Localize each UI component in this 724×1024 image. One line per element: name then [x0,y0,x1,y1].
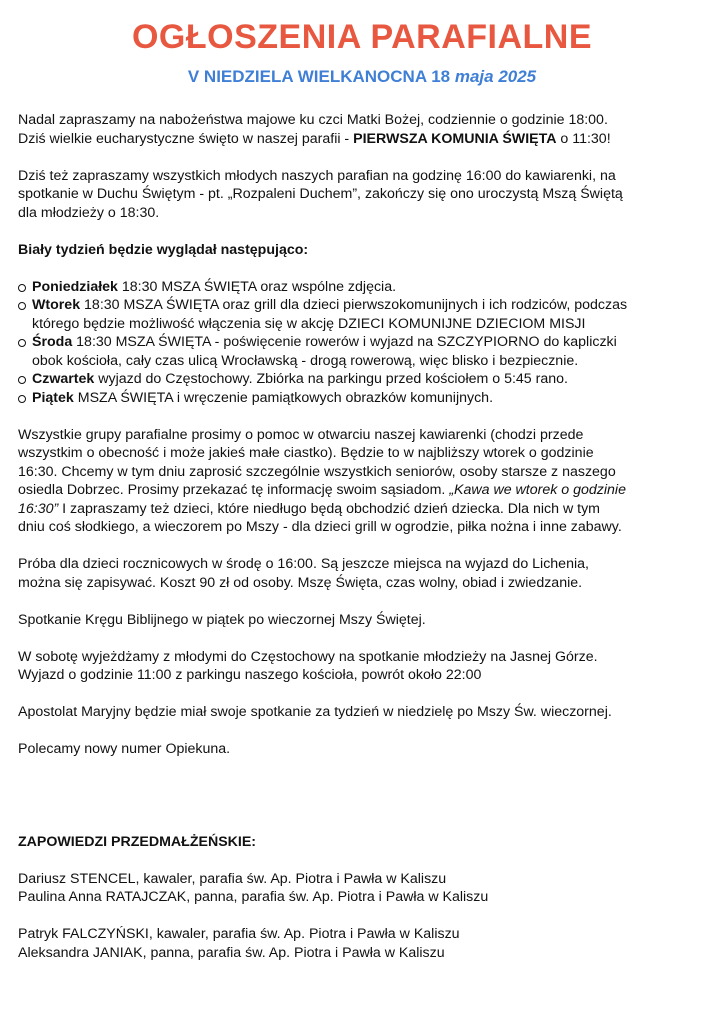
paragraph-czestochowa-trip [18,648,708,685]
paragraph-bible-circle [18,611,708,630]
paragraph-anniversary-rehearsal [18,555,708,592]
white-week-list [18,278,708,408]
day-text: 18:30 MSZA ŚWIĘTA oraz wspólne zdjęcia. [117,278,397,295]
day-name: Wtorek [32,297,81,313]
banns-entry: Patryk FALCZYŃSKI, kawaler, parafia św. Ap. Piotra i Pawła w Kaliszu [18,926,460,942]
circle-bullet-icon [18,376,26,384]
day-text: wyjazd do Częstochowy. Zbiórka na parkingu przed kościołem o 5:45 rano. [94,371,568,387]
text-line [18,481,708,500]
paragraph-may-devotions [18,111,708,148]
list-item-thursday [18,370,708,389]
text-line: Nadal zapraszamy na nabożeństwa majowe ku czci Matki Bożej, codziennie o godzinie 18:00. [18,112,608,128]
circle-bullet-icon [18,284,26,292]
white-week-heading: Biały tydzień będzie wyglądał następująco: [18,241,309,258]
text-line: W sobotę wyjeżdżamy z młodymi do Częstochowy na spotkanie młodzieży na Jasnej Górze. [18,648,598,665]
day-name: Środa [32,334,73,350]
banns-entry: Paulina Anna RATAJCZAK, panna, parafia św. Ap. Piotra i Pawła w Kaliszu [18,889,489,905]
circle-bullet-icon [18,395,26,403]
paragraph-opiekun [18,740,708,759]
text-line: 16:30. Chcemy w tym dniu zaprosić szczególnie wszystkich seniorów, osoby starsze z naszego [18,463,616,480]
banns-entry: Dariusz STENCEL, kawaler, parafia św. Ap. Piotra i Pawła w Kaliszu [18,870,447,887]
page-subtitle [0,67,724,87]
cafe-slogan-end: 16:30” [18,500,59,517]
text-segment: osiedla Dobrzec. Prosimy przekazać tę informację swoim sąsiadom. [18,482,450,498]
day-name: Czwartek [32,371,95,387]
first-communion-emphasis: PIERWSZA KOMUNIA ŚWIĘTA [353,130,557,147]
text-line: Apostolat Maryjny będzie miał swoje spotkanie za tydzień w niedzielę po Mszy Św. wieczornej. [18,704,612,720]
text-line: dniu coś słodkiego, a wieczorem po Mszy - dla dzieci grill w ogrodzie, piłka nożna i inne zabawy. [18,519,622,535]
announcements-body [18,111,708,962]
text-line: Spotkanie Kręgu Biblijnego w piątek po wieczornej Mszy Świętej. [18,611,426,628]
cafe-slogan: „Kawa we wtorek o godzinie [449,482,626,498]
day-name: Poniedziałek [32,278,118,295]
list-item-friday [18,389,708,408]
banns-heading: ZAPOWIEDZI PRZEDMAŁŻEŃSKIE: [18,833,257,850]
subtitle-main: V NIEDZIELA WIELKANOCNA 18 [187,67,455,86]
page-title: OGŁOSZENIA PARAFIALNE [131,18,593,56]
list-item-tuesday [18,296,708,333]
text-line [18,130,708,149]
day-text: 18:30 MSZA ŚWIĘTA - poświęcenie rowerów i wyjazd na SZCZYPIORNO do kapliczki [72,334,617,350]
banns-couple-2 [18,925,708,962]
paragraph-marian-apostolate [18,703,708,722]
day-text: 18:30 MSZA ŚWIĘTA oraz grill dla dzieci pierwszokomunijnych i ich rodziców, podczas [80,297,628,313]
text-line [18,500,708,519]
paragraph-youth-meeting [18,167,708,223]
list-item-wednesday [18,333,708,370]
subtitle-month: maja [454,67,494,86]
day-text-continued: obok kościoła, cały czas ulicą Wrocławską - drogą rowerową, więc blisko i bezpiecznie. [32,352,579,369]
list-item-monday [18,278,708,297]
day-name: Piątek [32,389,74,406]
banns-couple-1 [18,870,708,907]
text-segment: o 11:30! [556,130,611,147]
text-line: Wyjazd o godzinie 11:00 z parkingu naszego kościoła, powrót około 22:00 [18,667,482,683]
paragraph-cafe [18,426,708,537]
text-line: spotkanie w Duchu Świętym - pt. „Rozpaleni Duchem”, zakończy się ono uroczystą Mszą Świętą [18,186,623,202]
text-line: Wszystkie grupy parafialne prosimy o pomoc w otwarciu naszej kawiarenki (chodzi przede [18,426,584,443]
circle-bullet-icon [18,302,26,310]
text-line: można się zapisywać. Koszt 90 zł od osoby. Mszę Święta, czas wolny, obiad i zwiedzanie. [18,574,583,591]
banns-entry: Aleksandra JANIAK, panna, parafia św. Ap. Piotra i Pawła w Kaliszu [18,944,445,961]
text-segment: I zapraszamy też dzieci, które niedługo będą obchodzić dzień dziecka. Dla nich w tym [58,500,600,517]
subtitle-year: 2025 [493,67,537,86]
text-line: Polecamy nowy numer Opiekuna. [18,741,231,757]
circle-bullet-icon [18,339,26,347]
day-text-continued: którego będzie możliwość włączenia się w akcję DZIECI KOMUNIJNE DZIECIOM MISJI [32,315,586,332]
text-line: Próba dla dzieci rocznicowych w środę o 16:00. Są jeszcze miejsca na wyjazd do Lichenia, [18,556,589,572]
text-line: dla młodzieży o 18:30. [18,204,160,221]
day-text: MSZA ŚWIĘTA i wręczenie pamiątkowych obrazków komunijnych. [73,389,494,406]
text-line: Dziś też zapraszamy wszystkich młodych naszych parafian na godzinę 16:00 do kawiarenki, na [18,167,616,184]
text-segment: Dziś wielkie eucharystyczne święto w naszej parafii - [18,130,354,147]
text-line: wszystkim o obecność i może jakieś małe ciastko). Będzie to w najbliższy wtorek o godzinie [18,445,594,461]
